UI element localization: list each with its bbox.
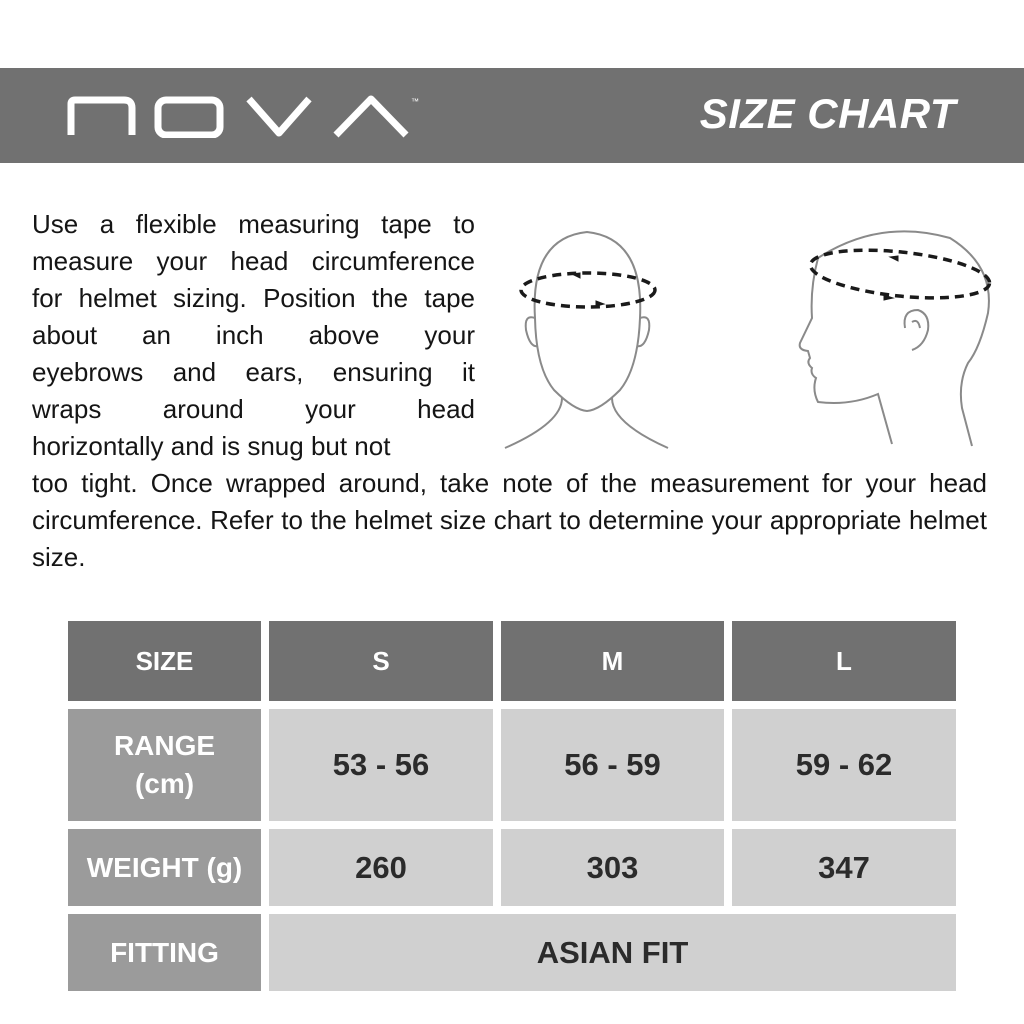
page-title: SIZE CHART <box>699 90 956 137</box>
instruction-line: horizontally and is snug but not <box>32 431 391 461</box>
instructions-paragraph-continued: too tight. Once wrapped around, take note of the measurement for your head circumference. Refer to the helmet size chart to determine your appropriate helmet size. <box>32 468 987 572</box>
header-banner <box>0 68 1024 163</box>
instruction-line: wraps around your head <box>32 394 475 424</box>
trademark-mark: ™ <box>411 97 419 106</box>
nova-logo <box>66 94 426 138</box>
instruction-line: about an inch above your <box>32 320 475 350</box>
weight-value-m: 303 <box>501 829 724 906</box>
head-side-icon <box>800 231 992 446</box>
instructions-paragraph-wrapped <box>32 206 475 465</box>
table-header-size: SIZE <box>68 621 261 701</box>
table-header-s: S <box>269 621 493 701</box>
range-label-line2: (cm) <box>134 768 195 799</box>
instruction-line: Use a flexible measuring tape to <box>32 209 475 239</box>
instruction-line: eyebrows and ears, ensuring it <box>32 357 475 387</box>
head-measurement-illustration <box>500 218 1000 458</box>
weight-value-s: 260 <box>269 829 493 906</box>
weight-value-l: 347 <box>732 829 956 906</box>
fitting-value: ASIAN FIT <box>269 914 956 991</box>
instruction-line: for helmet sizing. Position the tape <box>32 283 475 313</box>
fitting-label: FITTING <box>68 914 261 991</box>
range-label <box>68 709 261 821</box>
instruction-line: measure your head circumference <box>32 246 475 276</box>
range-label-line1: RANGE <box>113 730 216 761</box>
weight-label: WEIGHT (g) <box>68 829 261 906</box>
head-front-icon <box>505 232 668 448</box>
range-value-m: 56 - 59 <box>501 709 724 821</box>
table-header-m: M <box>501 621 724 701</box>
table-header-l: L <box>732 621 956 701</box>
range-value-l: 59 - 62 <box>732 709 956 821</box>
range-value-s: 53 - 56 <box>269 709 493 821</box>
